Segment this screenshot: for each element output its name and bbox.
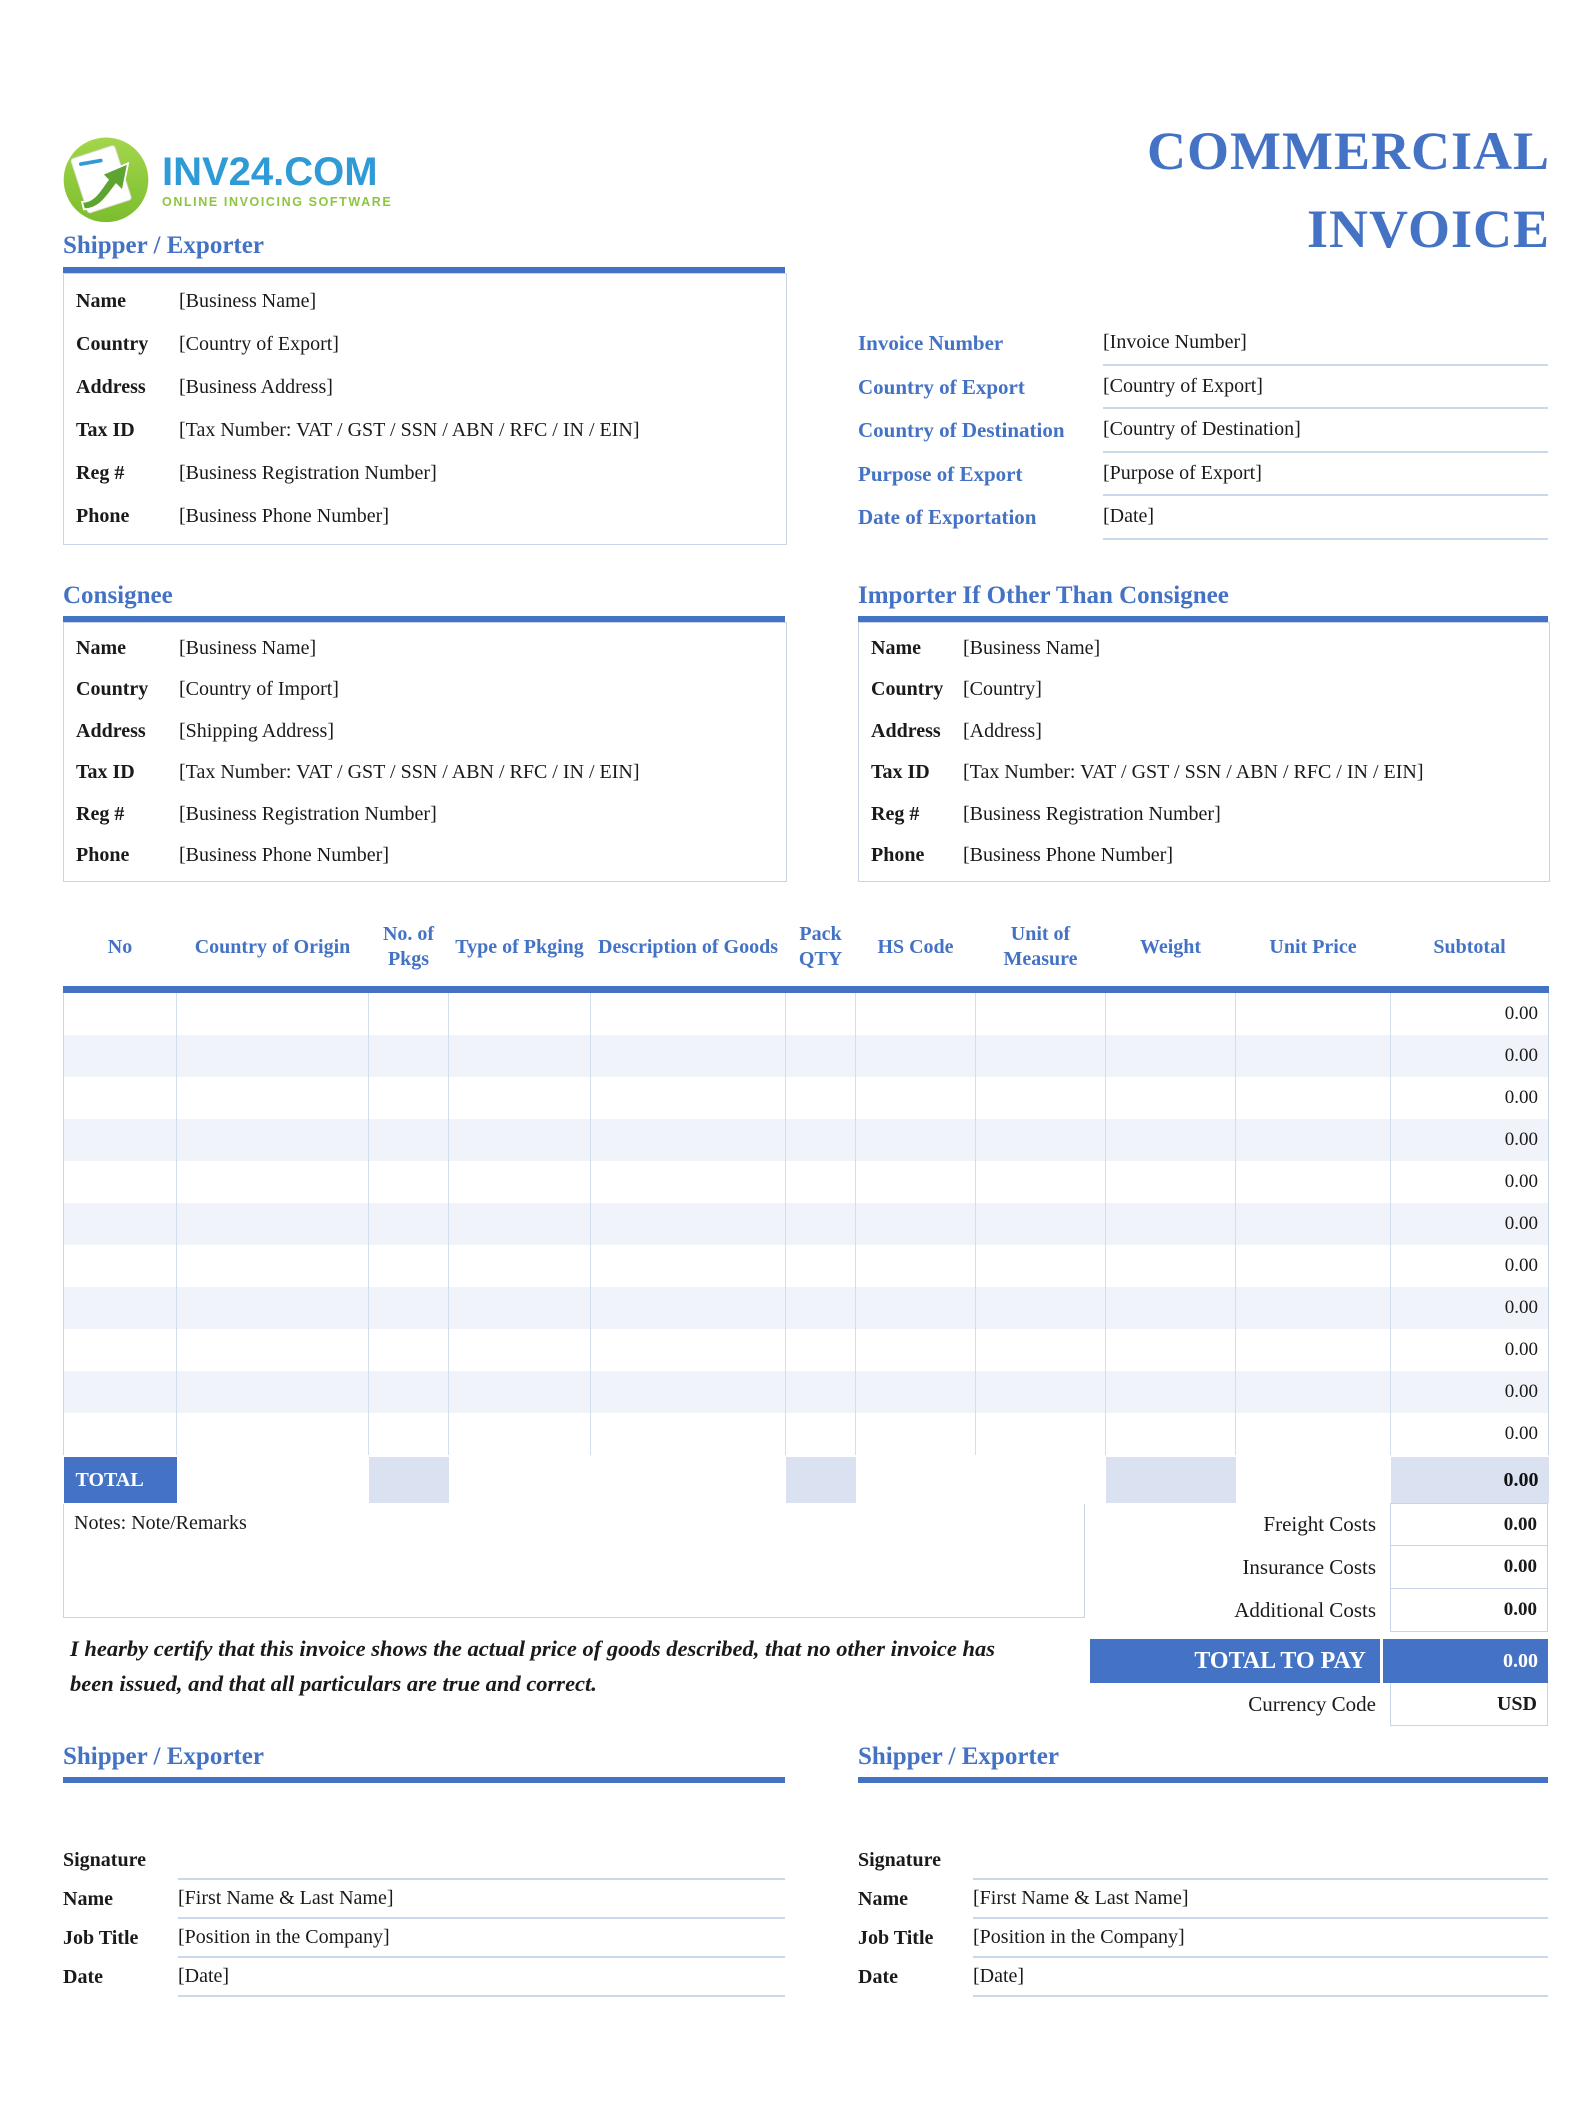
item-cell[interactable] bbox=[449, 990, 591, 1036]
field-label: Reg # bbox=[76, 802, 125, 825]
item-cell[interactable] bbox=[591, 1371, 786, 1413]
field-label: Name bbox=[76, 289, 126, 312]
item-cell[interactable] bbox=[591, 1119, 786, 1161]
signature-field[interactable] bbox=[178, 1841, 785, 1880]
col-unit-of-measure: Unit of Measure bbox=[976, 908, 1106, 990]
shipper-row-country bbox=[64, 324, 786, 364]
col-description: Description of Goods bbox=[591, 908, 786, 990]
field-label: Reg # bbox=[76, 462, 125, 485]
item-cell[interactable] bbox=[591, 1161, 786, 1203]
item-cell[interactable] bbox=[1236, 1035, 1391, 1077]
items-total-value: 0.00 bbox=[1391, 1456, 1549, 1503]
item-cell[interactable] bbox=[64, 1413, 177, 1456]
item-cell[interactable] bbox=[1106, 1119, 1236, 1161]
certification-statement: I hearby certify that this invoice shows the actual price of goods described, that no other invoice has been issued, and that all particulars are true and correct. bbox=[70, 1636, 995, 1696]
item-cell[interactable] bbox=[976, 1413, 1106, 1456]
item-subtotal-cell: 0.00 bbox=[1391, 990, 1549, 1036]
item-cell[interactable] bbox=[786, 1413, 856, 1456]
item-cell[interactable] bbox=[856, 990, 976, 1036]
field-value[interactable]: [Business Registration Number] bbox=[963, 802, 1221, 825]
field-value[interactable]: [Country of Export] bbox=[179, 332, 339, 355]
item-cell[interactable] bbox=[64, 1077, 177, 1119]
item-subtotal-cell: 0.00 bbox=[1391, 1329, 1549, 1371]
field-label: Address bbox=[871, 719, 941, 742]
col-weight: Weight bbox=[1106, 908, 1236, 990]
field-value[interactable]: [Address] bbox=[963, 719, 1042, 742]
field-value[interactable]: [Business Name] bbox=[179, 636, 317, 659]
item-cell[interactable] bbox=[591, 990, 786, 1036]
detail-value[interactable]: [Purpose of Export] bbox=[1103, 453, 1548, 497]
signer-name bbox=[858, 1880, 1548, 1919]
signature-left-heading: Shipper / Exporter bbox=[63, 1743, 264, 1770]
item-cell[interactable] bbox=[1106, 1203, 1236, 1245]
field-value[interactable]: [Tax Number: VAT / GST / SSN / ABN / RFC / IN / EIN] bbox=[179, 419, 640, 442]
field-value[interactable]: [Business Name] bbox=[179, 289, 317, 312]
col-pack-qty: Pack QTY bbox=[786, 908, 856, 990]
item-subtotal-cell: 0.00 bbox=[1391, 1413, 1549, 1456]
item-cell[interactable] bbox=[591, 1203, 786, 1245]
item-cell[interactable] bbox=[64, 1245, 177, 1287]
summary-block bbox=[1090, 1503, 1548, 1726]
field-label: Name bbox=[76, 636, 126, 659]
total-cell bbox=[786, 1456, 856, 1503]
item-cell[interactable] bbox=[786, 1329, 856, 1371]
detail-label: Country of Export bbox=[858, 374, 1025, 399]
item-cell[interactable] bbox=[369, 1287, 449, 1329]
col-no: No bbox=[64, 908, 177, 990]
detail-label: Date of Exportation bbox=[858, 505, 1037, 530]
item-cell[interactable] bbox=[786, 1077, 856, 1119]
field-label: Reg # bbox=[871, 802, 920, 825]
signer-job-field[interactable]: [Position in the Company] bbox=[973, 1919, 1548, 1958]
items-table-body bbox=[64, 990, 1549, 1457]
field-label: Address bbox=[76, 719, 146, 742]
item-cell[interactable] bbox=[856, 1119, 976, 1161]
item-cell[interactable] bbox=[976, 1245, 1106, 1287]
signature-left-rule bbox=[63, 1777, 785, 1783]
sig-label: Name bbox=[858, 1888, 908, 1910]
item-cell[interactable] bbox=[1106, 1413, 1236, 1456]
importer-row-reg bbox=[859, 794, 1549, 834]
item-cell[interactable] bbox=[1106, 1329, 1236, 1371]
total-cell bbox=[177, 1456, 369, 1503]
field-label: Tax ID bbox=[76, 761, 135, 784]
item-cell[interactable] bbox=[449, 1035, 591, 1077]
importer-row-country bbox=[859, 670, 1549, 710]
shipper-heading: Shipper / Exporter bbox=[63, 232, 264, 259]
item-cell[interactable] bbox=[177, 1371, 369, 1413]
item-cell[interactable] bbox=[449, 1203, 591, 1245]
consignee-row-reg bbox=[64, 794, 786, 834]
field-value[interactable]: [Business Phone Number] bbox=[963, 844, 1173, 867]
item-cell[interactable] bbox=[786, 1035, 856, 1077]
item-cell[interactable] bbox=[177, 1161, 369, 1203]
item-cell[interactable] bbox=[1106, 1077, 1236, 1119]
item-cell[interactable] bbox=[177, 1077, 369, 1119]
shipper-row-taxid bbox=[64, 411, 786, 451]
item-subtotal-cell: 0.00 bbox=[1391, 1203, 1549, 1245]
item-cell[interactable] bbox=[449, 1245, 591, 1287]
field-value[interactable]: [Business Phone Number] bbox=[179, 505, 389, 528]
item-cell[interactable] bbox=[177, 990, 369, 1036]
item-cell[interactable] bbox=[1106, 990, 1236, 1036]
field-value[interactable]: [Business Address] bbox=[179, 375, 333, 398]
item-cell[interactable] bbox=[1236, 1077, 1391, 1119]
total-to-pay-value: 0.00 bbox=[1383, 1639, 1548, 1683]
item-cell[interactable] bbox=[1106, 1245, 1236, 1287]
col-subtotal: Subtotal bbox=[1391, 908, 1549, 990]
field-label: Phone bbox=[76, 844, 130, 867]
item-cell[interactable] bbox=[786, 990, 856, 1036]
item-cell[interactable] bbox=[64, 1371, 177, 1413]
item-cell[interactable] bbox=[786, 1287, 856, 1329]
item-cell[interactable] bbox=[976, 1287, 1106, 1329]
item-cell[interactable] bbox=[177, 1287, 369, 1329]
item-subtotal-cell: 0.00 bbox=[1391, 1371, 1549, 1413]
signer-job-field[interactable]: [Position in the Company] bbox=[178, 1919, 785, 1958]
item-row bbox=[64, 990, 1549, 1036]
item-cell[interactable] bbox=[856, 1413, 976, 1456]
field-value[interactable]: [Country of Import] bbox=[179, 678, 339, 701]
item-cell[interactable] bbox=[449, 1119, 591, 1161]
item-row bbox=[64, 1203, 1549, 1245]
notes-text[interactable]: Notes: Note/Remarks bbox=[74, 1512, 247, 1534]
signature-date bbox=[63, 1958, 785, 1997]
signature-field[interactable] bbox=[973, 1841, 1548, 1880]
summary-value[interactable]: 0.00 bbox=[1390, 1503, 1548, 1546]
field-label: Address bbox=[76, 375, 146, 398]
summary-label: Freight Costs bbox=[1263, 1512, 1376, 1536]
item-cell[interactable] bbox=[786, 1119, 856, 1161]
shipper-row-reg bbox=[64, 454, 786, 494]
item-cell[interactable] bbox=[177, 1035, 369, 1077]
item-cell[interactable] bbox=[64, 1203, 177, 1245]
detail-label: Country of Destination bbox=[858, 418, 1065, 443]
item-cell[interactable] bbox=[591, 1245, 786, 1287]
importer-heading: Importer If Other Than Consignee bbox=[858, 582, 1229, 609]
sig-label: Signature bbox=[858, 1849, 941, 1871]
field-value[interactable]: [Tax Number: VAT / GST / SSN / ABN / RFC / IN / EIN] bbox=[963, 761, 1424, 784]
col-hs-code: HS Code bbox=[856, 908, 976, 990]
summary-additional bbox=[1090, 1589, 1548, 1632]
total-to-pay-label: TOTAL TO PAY bbox=[1090, 1639, 1380, 1683]
field-value[interactable]: [Business Registration Number] bbox=[179, 462, 437, 485]
signature-date bbox=[858, 1958, 1548, 1997]
item-cell[interactable] bbox=[1106, 1161, 1236, 1203]
item-cell[interactable] bbox=[1106, 1035, 1236, 1077]
detail-value[interactable]: [Country of Destination] bbox=[1103, 409, 1548, 453]
consignee-row-country bbox=[64, 670, 786, 710]
col-no-of-pkgs: No. of Pkgs bbox=[369, 908, 449, 990]
summary-value[interactable]: 0.00 bbox=[1390, 1546, 1548, 1589]
item-cell[interactable] bbox=[591, 1287, 786, 1329]
col-unit-price: Unit Price bbox=[1236, 908, 1391, 990]
field-value[interactable]: [Business Registration Number] bbox=[179, 802, 437, 825]
item-cell[interactable] bbox=[449, 1329, 591, 1371]
detail-value[interactable]: [Country of Export] bbox=[1103, 366, 1548, 410]
item-subtotal-cell: 0.00 bbox=[1391, 1119, 1549, 1161]
item-cell[interactable] bbox=[1236, 1119, 1391, 1161]
item-cell[interactable] bbox=[369, 990, 449, 1036]
document-title-line2: INVOICE bbox=[1307, 199, 1550, 260]
item-row bbox=[64, 1413, 1549, 1456]
summary-label: Additional Costs bbox=[1234, 1598, 1376, 1622]
item-subtotal-cell: 0.00 bbox=[1391, 1161, 1549, 1203]
detail-purpose-of-export bbox=[858, 453, 1548, 497]
item-subtotal-cell: 0.00 bbox=[1391, 1035, 1549, 1077]
detail-value[interactable]: [Invoice Number] bbox=[1103, 322, 1548, 366]
col-country-of-origin: Country of Origin bbox=[177, 908, 369, 990]
item-row bbox=[64, 1287, 1549, 1329]
item-cell[interactable] bbox=[1236, 1161, 1391, 1203]
currency-code-value[interactable]: USD bbox=[1390, 1683, 1548, 1726]
signature-block-right bbox=[858, 1743, 1548, 1997]
summary-freight bbox=[1090, 1503, 1548, 1546]
summary-currency bbox=[1090, 1683, 1548, 1726]
item-cell[interactable] bbox=[976, 1329, 1106, 1371]
item-row bbox=[64, 1371, 1549, 1413]
items-header-row bbox=[64, 908, 1549, 990]
item-cell[interactable] bbox=[64, 1161, 177, 1203]
item-cell[interactable] bbox=[976, 1119, 1106, 1161]
consignee-box bbox=[63, 622, 787, 882]
signature-date-field[interactable]: [Date] bbox=[973, 1958, 1548, 1997]
item-cell[interactable] bbox=[856, 1077, 976, 1119]
field-label: Name bbox=[871, 636, 921, 659]
sig-label: Date bbox=[63, 1966, 103, 1988]
item-cell[interactable] bbox=[786, 1371, 856, 1413]
field-value[interactable]: [Business Name] bbox=[963, 636, 1101, 659]
field-label: Country bbox=[76, 678, 149, 701]
sig-label: Date bbox=[858, 1966, 898, 1988]
item-cell[interactable] bbox=[369, 1119, 449, 1161]
item-cell[interactable] bbox=[369, 1371, 449, 1413]
item-cell[interactable] bbox=[856, 1329, 976, 1371]
item-cell[interactable] bbox=[1236, 1245, 1391, 1287]
signature-line bbox=[858, 1841, 1548, 1880]
item-row bbox=[64, 1077, 1549, 1119]
item-row bbox=[64, 1329, 1549, 1371]
total-cell bbox=[1236, 1456, 1391, 1503]
signer-name-field[interactable]: [First Name & Last Name] bbox=[973, 1880, 1548, 1919]
consignee-row-taxid bbox=[64, 753, 786, 793]
item-subtotal-cell: 0.00 bbox=[1391, 1245, 1549, 1287]
item-cell[interactable] bbox=[1106, 1371, 1236, 1413]
field-label: Tax ID bbox=[76, 419, 135, 442]
items-table bbox=[63, 908, 1549, 1503]
field-label: Phone bbox=[76, 505, 130, 528]
item-cell[interactable] bbox=[976, 1077, 1106, 1119]
field-label: Country bbox=[76, 332, 149, 355]
shipper-box bbox=[63, 273, 787, 545]
total-cell bbox=[976, 1456, 1106, 1503]
importer-box bbox=[858, 622, 1550, 882]
item-cell[interactable] bbox=[177, 1203, 369, 1245]
detail-country-of-destination bbox=[858, 409, 1548, 453]
item-subtotal-cell: 0.00 bbox=[1391, 1077, 1549, 1119]
notes-box[interactable] bbox=[63, 1504, 1085, 1618]
summary-value[interactable]: 0.00 bbox=[1390, 1589, 1548, 1632]
col-type-of-pkging: Type of Pkging bbox=[449, 908, 591, 990]
item-cell[interactable] bbox=[1106, 1287, 1236, 1329]
items-total-label: TOTAL bbox=[64, 1456, 177, 1503]
item-cell[interactable] bbox=[369, 1413, 449, 1456]
consignee-heading: Consignee bbox=[63, 582, 173, 609]
field-label: Phone bbox=[871, 844, 925, 867]
total-cell bbox=[369, 1456, 449, 1503]
item-cell[interactable] bbox=[856, 1203, 976, 1245]
item-cell[interactable] bbox=[856, 1371, 976, 1413]
signer-name-field[interactable]: [First Name & Last Name] bbox=[178, 1880, 785, 1919]
item-cell[interactable] bbox=[786, 1245, 856, 1287]
item-cell[interactable] bbox=[976, 1035, 1106, 1077]
item-cell[interactable] bbox=[369, 1203, 449, 1245]
field-value[interactable]: [Tax Number: VAT / GST / SSN / ABN / RFC / IN / EIN] bbox=[179, 761, 640, 784]
item-cell[interactable] bbox=[64, 1287, 177, 1329]
detail-label: Invoice Number bbox=[858, 331, 1004, 356]
item-cell[interactable] bbox=[449, 1287, 591, 1329]
item-cell[interactable] bbox=[856, 1161, 976, 1203]
item-cell[interactable] bbox=[64, 1035, 177, 1077]
brand-logo bbox=[60, 132, 392, 229]
item-cell[interactable] bbox=[591, 1077, 786, 1119]
signature-block-left bbox=[63, 1743, 785, 1997]
field-value[interactable]: [Business Phone Number] bbox=[179, 844, 389, 867]
importer-row-name bbox=[859, 628, 1549, 668]
item-cell[interactable] bbox=[369, 1329, 449, 1371]
sig-label: Job Title bbox=[858, 1927, 934, 1949]
item-cell[interactable] bbox=[1236, 1413, 1391, 1456]
item-cell[interactable] bbox=[449, 1371, 591, 1413]
item-cell[interactable] bbox=[369, 1245, 449, 1287]
consignee-row-phone bbox=[64, 836, 786, 876]
item-subtotal-cell: 0.00 bbox=[1391, 1287, 1549, 1329]
total-cell bbox=[449, 1456, 591, 1503]
item-cell[interactable] bbox=[1236, 990, 1391, 1036]
signer-job-title bbox=[63, 1919, 785, 1958]
field-label: Tax ID bbox=[871, 761, 930, 784]
item-cell[interactable] bbox=[786, 1203, 856, 1245]
item-cell[interactable] bbox=[976, 1161, 1106, 1203]
signature-line bbox=[63, 1841, 785, 1880]
item-cell[interactable] bbox=[1236, 1287, 1391, 1329]
total-cell bbox=[856, 1456, 976, 1503]
item-cell[interactable] bbox=[976, 990, 1106, 1036]
signer-name bbox=[63, 1880, 785, 1919]
item-cell[interactable] bbox=[591, 1329, 786, 1371]
importer-row-taxid bbox=[859, 753, 1549, 793]
signer-job-title bbox=[858, 1919, 1548, 1958]
detail-date-of-exportation bbox=[858, 496, 1548, 540]
shipper-row-name bbox=[64, 281, 786, 321]
detail-country-of-export bbox=[858, 366, 1548, 410]
signature-right-heading: Shipper / Exporter bbox=[858, 1743, 1059, 1770]
signature-right-rule bbox=[858, 1777, 1548, 1783]
item-cell[interactable] bbox=[64, 990, 177, 1036]
item-cell[interactable] bbox=[177, 1119, 369, 1161]
currency-code-label: Currency Code bbox=[1248, 1692, 1376, 1716]
item-cell[interactable] bbox=[369, 1077, 449, 1119]
summary-total-to-pay bbox=[1090, 1639, 1548, 1683]
item-cell[interactable] bbox=[64, 1329, 177, 1371]
document-title-line1: COMMERCIAL bbox=[1147, 121, 1550, 181]
shipper-row-phone bbox=[64, 497, 786, 537]
item-cell[interactable] bbox=[856, 1287, 976, 1329]
invoice-details bbox=[858, 322, 1548, 540]
document-title bbox=[1147, 112, 1550, 269]
item-cell[interactable] bbox=[856, 1035, 976, 1077]
summary-insurance bbox=[1090, 1546, 1548, 1589]
item-cell[interactable] bbox=[591, 1035, 786, 1077]
item-cell[interactable] bbox=[1236, 1203, 1391, 1245]
total-cell bbox=[1106, 1456, 1236, 1503]
item-cell[interactable] bbox=[177, 1329, 369, 1371]
total-cell bbox=[591, 1456, 786, 1503]
detail-value[interactable]: [Date] bbox=[1103, 496, 1548, 540]
item-cell[interactable] bbox=[449, 1077, 591, 1119]
item-row bbox=[64, 1035, 1549, 1077]
item-cell[interactable] bbox=[1236, 1371, 1391, 1413]
item-cell[interactable] bbox=[976, 1371, 1106, 1413]
item-cell[interactable] bbox=[786, 1161, 856, 1203]
signature-date-field[interactable]: [Date] bbox=[178, 1958, 785, 1997]
item-row bbox=[64, 1119, 1549, 1161]
field-value[interactable]: [Country] bbox=[963, 678, 1042, 701]
item-cell[interactable] bbox=[369, 1161, 449, 1203]
item-cell[interactable] bbox=[591, 1413, 786, 1456]
item-cell[interactable] bbox=[177, 1413, 369, 1456]
item-cell[interactable] bbox=[976, 1203, 1106, 1245]
shipper-row-address bbox=[64, 367, 786, 407]
consignee-row-name bbox=[64, 628, 786, 668]
item-cell[interactable] bbox=[856, 1245, 976, 1287]
sig-label: Name bbox=[63, 1888, 113, 1910]
summary-label: Insurance Costs bbox=[1242, 1555, 1376, 1579]
item-row bbox=[64, 1245, 1549, 1287]
item-row bbox=[64, 1161, 1549, 1203]
item-cell[interactable] bbox=[369, 1035, 449, 1077]
consignee-row-address bbox=[64, 711, 786, 751]
detail-label: Purpose of Export bbox=[858, 461, 1023, 486]
sig-label: Signature bbox=[63, 1849, 146, 1871]
sig-label: Job Title bbox=[63, 1927, 139, 1949]
field-value[interactable]: [Shipping Address] bbox=[179, 719, 334, 742]
item-cell[interactable] bbox=[449, 1413, 591, 1456]
item-cell[interactable] bbox=[177, 1245, 369, 1287]
importer-row-phone bbox=[859, 836, 1549, 876]
items-total-row bbox=[64, 1456, 1549, 1503]
brand-name: INV24.COM bbox=[162, 150, 378, 194]
importer-row-address bbox=[859, 711, 1549, 751]
item-cell[interactable] bbox=[64, 1119, 177, 1161]
brand-tagline: ONLINE INVOICING SOFTWARE bbox=[162, 195, 393, 209]
detail-invoice-number bbox=[858, 322, 1548, 366]
item-cell[interactable] bbox=[1236, 1329, 1391, 1371]
inv24-logo-icon bbox=[60, 132, 152, 229]
field-label: Country bbox=[871, 678, 944, 701]
item-cell[interactable] bbox=[449, 1161, 591, 1203]
